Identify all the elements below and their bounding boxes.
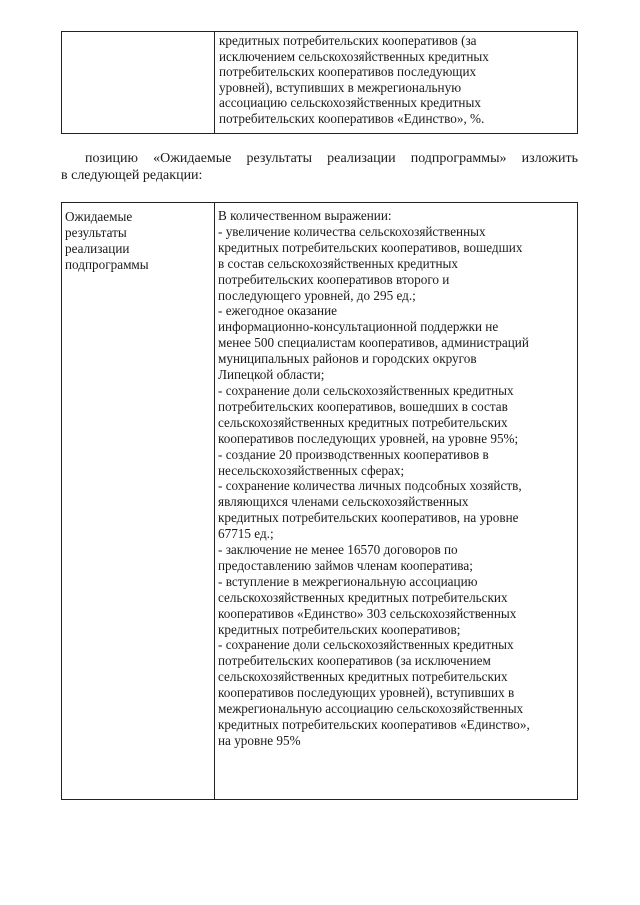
text-line: кооперативов последующих уровней), вступивших в (218, 685, 515, 701)
main-table (61, 202, 578, 800)
paragraph-line-2: в следующей редакции: (61, 168, 203, 183)
text-line: кредитных потребительских кооперативов (за (219, 33, 477, 48)
text-line: - сохранение доли сельскохозяйственных кредитных (218, 637, 514, 653)
text-line: кредитных потребительских кооперативов «Единство», (218, 717, 530, 732)
main-table-left-cell (62, 203, 215, 799)
top-table-left-cell (62, 32, 215, 133)
word: результаты (246, 151, 313, 166)
text-line: последующего уровней, до 295 ед.; (218, 287, 416, 303)
text-line: на уровне 95% (218, 732, 301, 748)
top-table-right-cell (215, 32, 495, 133)
word: изложить (521, 151, 578, 166)
text-line: сельскохозяйственных кредитных потребительских (218, 589, 508, 605)
text-line: менее 500 специалистам кооперативов, администраций (218, 335, 529, 351)
word: позицию (85, 151, 138, 166)
label-line: подпрограммы (65, 256, 149, 272)
text-line: - сохранение количества личных подсобных хозяйств, (218, 478, 522, 494)
text-line: муниципальных районов и городских округов (218, 351, 477, 367)
label-line: результаты (65, 224, 127, 240)
label-line: реализации (65, 240, 130, 256)
text-line: потребительских кооперативов (за исключением (218, 653, 491, 669)
text-line: - заключение не менее 16570 договоров по (218, 542, 458, 558)
word: «Ожидаемые (153, 151, 232, 166)
text-line: потребительских кооперативов «Единство», %. (219, 110, 485, 126)
text-line: кооперативов последующих уровней, на уровне 95%; (218, 430, 519, 446)
text-line: в состав сельскохозяйственных кредитных (218, 255, 458, 271)
text-line: потребительских кооперативов последующих (219, 64, 477, 79)
text-line: потребительских кооперативов второго и (218, 271, 450, 287)
text-line: - вступление в межрегиональную ассоциацию (218, 573, 478, 589)
text-line: - ежегодное оказание (218, 303, 337, 319)
text-line: потребительских кооперативов, вошедших в состав (218, 398, 508, 414)
text-line: несельскохозяйственных сферах; (218, 462, 405, 478)
text-line: кредитных потребительских кооперативов, вошедших (218, 239, 523, 255)
text-line: Липецкой области; (218, 367, 325, 383)
text-line: ассоциацию сельскохозяйственных кредитных (219, 95, 481, 110)
text-line: межрегиональную ассоциацию сельскохозяйственных (218, 701, 524, 717)
word: реализации (327, 151, 396, 166)
top-table (61, 31, 578, 134)
main-table-right-cell (215, 203, 530, 799)
text-line: - сохранение доли сельскохозяйственных кредитных (218, 382, 514, 398)
text-line: являющихся членами сельскохозяйственных (218, 494, 469, 510)
text-line: кредитных потребительских кооперативов; (218, 621, 461, 637)
word: подпрограммы» (410, 151, 507, 166)
text-line: - увеличение количества сельскохозяйственных (218, 223, 486, 239)
label-line: Ожидаемые (65, 209, 133, 224)
text-line: информационно-консультационной поддержки не (218, 319, 499, 335)
text-line: кредитных потребительских кооперативов, на уровне (218, 510, 519, 526)
text-line: исключением сельскохозяйственных кредитных (219, 48, 489, 64)
paragraph-line-1 (61, 150, 578, 167)
text-line: В количественном выражении: (218, 208, 392, 223)
text-line: сельскохозяйственных кредитных потребительских (218, 414, 508, 430)
text-line: сельскохозяйственных кредитных потребительских (218, 669, 508, 685)
instruction-paragraph (61, 150, 578, 184)
text-line: - создание 20 производственных кооперативов в (218, 446, 489, 462)
text-line: уровней), вступивших в межрегиональную (219, 79, 462, 95)
text-line: кооперативов «Единство» 303 сельскохозяйственных (218, 605, 517, 621)
text-line: 67715 ед.; (218, 526, 274, 542)
text-line: предоставлению займов членам кооператива; (218, 557, 473, 573)
